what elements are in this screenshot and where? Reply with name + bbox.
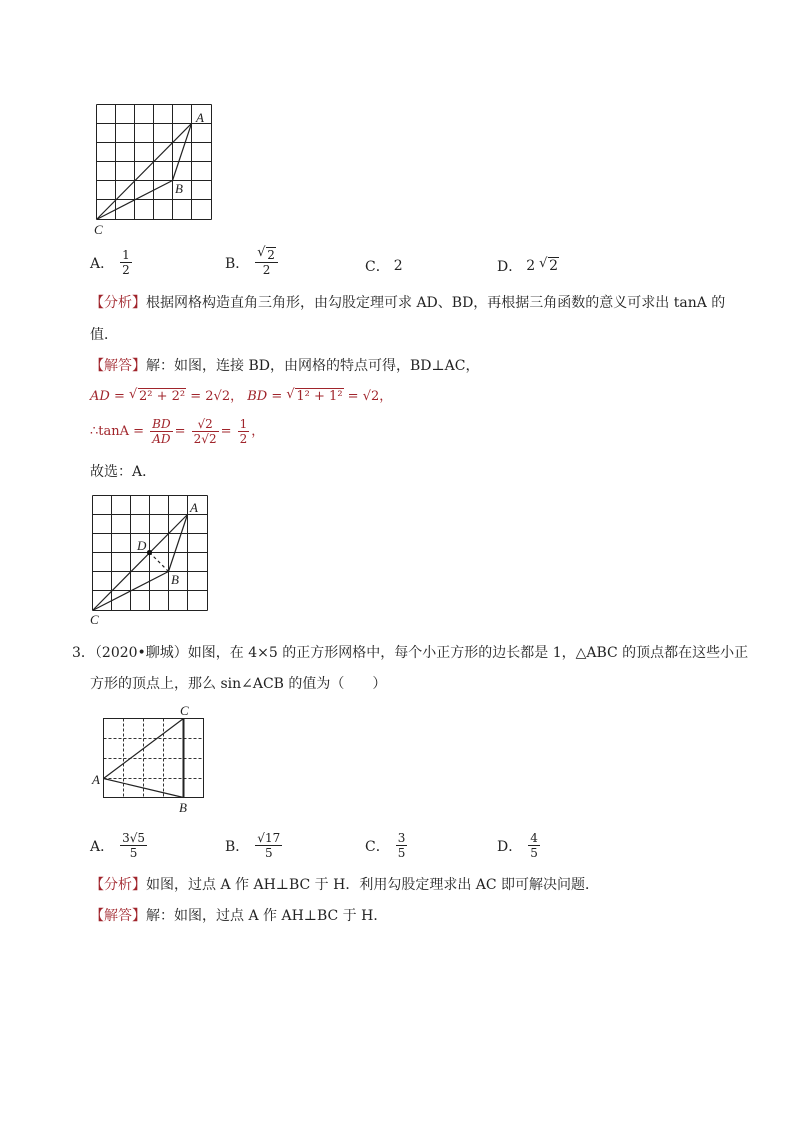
- q3-option-d: D． $\frac{4}{5}$: [497, 831, 538, 860]
- fig2-label-A: A: [190, 500, 198, 515]
- q2-option-a: A． $\frac{1}{2}$: [90, 248, 130, 277]
- q2-solution-tan: ∴tanA = $\frac{BD}{AD}$ = $\frac{√2}{2√2}$ = $\frac{1}{2}$ ，: [90, 417, 265, 446]
- fig2-segment-CA: [93, 515, 188, 611]
- fig2-segment-BA: [169, 515, 188, 572]
- q2-solution-intro: 【解答】解：如图，连接 BD，由网格的特点可得，BD⊥AC，: [90, 358, 480, 374]
- fig3-label-C: C: [180, 703, 189, 718]
- q2-option-c: C． 2: [365, 258, 403, 275]
- fig3-label-B: B: [179, 800, 187, 815]
- q2-solution-lengths: AD = √ 2² + 2² = 2√2， BD = √ 1² + 1² = √2，: [90, 387, 392, 407]
- fig2-label-C: C: [90, 612, 99, 627]
- fig3-label-A: A: [92, 772, 100, 787]
- fig1-label-A: A: [196, 110, 204, 125]
- q2-solution-choice: 故选：A．: [90, 464, 157, 480]
- point-D: [147, 550, 152, 555]
- fig1-label-B: B: [175, 181, 183, 196]
- q3-stem-line2: 方形的顶点上，那么 sin∠ACB 的值为（ ）: [90, 676, 387, 692]
- fig1-label-C: C: [94, 222, 103, 237]
- segment-CA: [97, 124, 192, 220]
- q3-option-c: C． $\frac{3}{5}$: [365, 831, 406, 860]
- q3-option-b: B． $\frac{√17}{5}$: [225, 831, 281, 860]
- q3-analysis: 【分析】如图，过点 A 作 AH⊥BC 于 H．利用勾股定理求出 AC 即可解决问题．: [90, 877, 600, 893]
- fig2-label-D: D: [137, 538, 147, 553]
- q3-option-a: A． $\frac{3√5}{5}$: [90, 831, 146, 860]
- q2-analysis-line2: 值．: [90, 327, 118, 343]
- fig2-label-B: B: [171, 572, 179, 587]
- q2-option-b: B． √ $\frac{2}{2}$: [225, 248, 280, 277]
- q3-stem-line1: 3．（2020•聊城）如图，在 4×5 的正方形网格中，每个小正方形的边长都是 1，△ABC 的顶点都在这些小正: [72, 645, 749, 661]
- fig2-segment-DB: [150, 553, 169, 572]
- q3-solution: 【解答】解：如图，过点 A 作 AH⊥BC 于 H．: [90, 908, 388, 924]
- segment-BA: [173, 124, 192, 181]
- q2-analysis-line1: 【分析】根据网格构造直角三角形，由勾股定理可求 AD、BD，再根据三角函数的意义可求出 tanA 的: [90, 295, 726, 311]
- figure3-grid: [103, 718, 209, 802]
- q2-option-d: D． 2 √ 2: [497, 256, 559, 276]
